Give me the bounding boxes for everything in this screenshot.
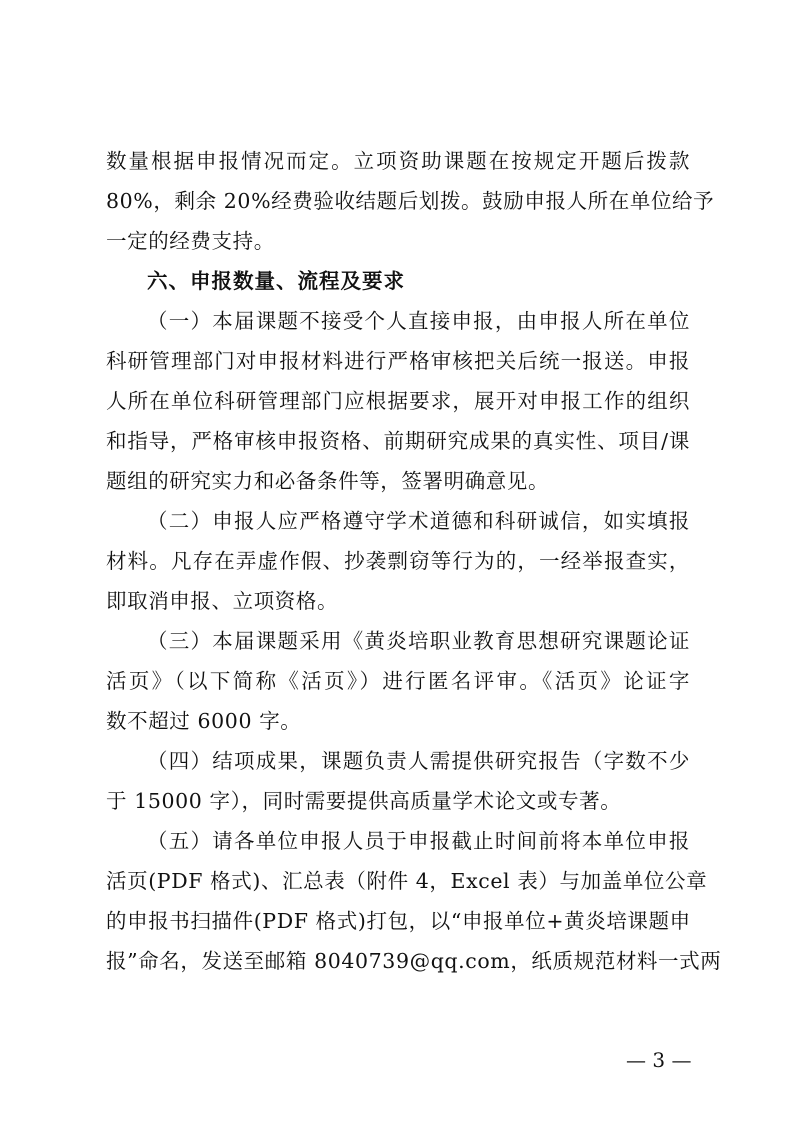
paragraph-line: （一）本届课题不接受个人直接申报，由申报人所在单位 [147, 309, 690, 333]
paragraph-line: 活页(PDF 格式)、汇总表（附件 4，Excel 表）与加盖单位公章 [106, 869, 708, 893]
paragraph-line: 数量根据申报情况而定。立项资助课题在按规定开题后拨款 [106, 149, 690, 173]
paragraph-line: 即取消申报、立项资格。 [106, 589, 339, 613]
paragraph-line: 报”命名，发送至邮箱 8040739@qq.com，纸质规范材料一式两 [106, 949, 722, 973]
paragraph-line: 和指导，严格审核申报资格、前期研究成果的真实性、项目/课 [106, 429, 690, 453]
section-heading: 六、申报数量、流程及要求 [147, 269, 405, 293]
paragraph-line: 数不超过 6000 字。 [106, 709, 302, 733]
page-number: — 3 — [626, 1048, 692, 1072]
paragraph-line: （五）请各单位申报人员于申报截止时间前将本单位申报 [147, 829, 690, 853]
paragraph-line: 于 15000 字），同时需要提供高质量学术论文或专著。 [106, 789, 622, 813]
paragraph-line: 题组的研究实力和必备条件等，签署明确意见。 [106, 469, 550, 493]
paragraph-line: 材料。凡存在弄虚作假、抄袭剽窃等行为的，一经举报查实， [106, 549, 690, 573]
paragraph-line: 活页》（以下简称《活页》）进行匿名评审。《活页》论证字 [106, 669, 690, 693]
paragraph-line: 人所在单位科研管理部门应根据要求，展开对申报工作的组织 [106, 389, 690, 413]
paragraph-line: 的申报书扫描件(PDF 格式)打包，以“申报单位+黄炎培课题申 [106, 909, 691, 933]
paragraph-line: 80%，剩余 20%经费验收结题后划拨。鼓励申报人所在单位给予 [106, 189, 715, 213]
paragraph-line: 科研管理部门对申报材料进行严格审核把关后统一报送。申报 [106, 349, 690, 373]
paragraph-line: （二）申报人应严格遵守学术道德和科研诚信，如实填报 [147, 509, 690, 533]
paragraph-line: （三）本届课题采用《黄炎培职业教育思想研究课题论证 [147, 629, 690, 653]
paragraph-line: （四）结项成果，课题负责人需提供研究报告（字数不少 [147, 749, 690, 773]
paragraph-line: 一定的经费支持。 [106, 229, 275, 253]
